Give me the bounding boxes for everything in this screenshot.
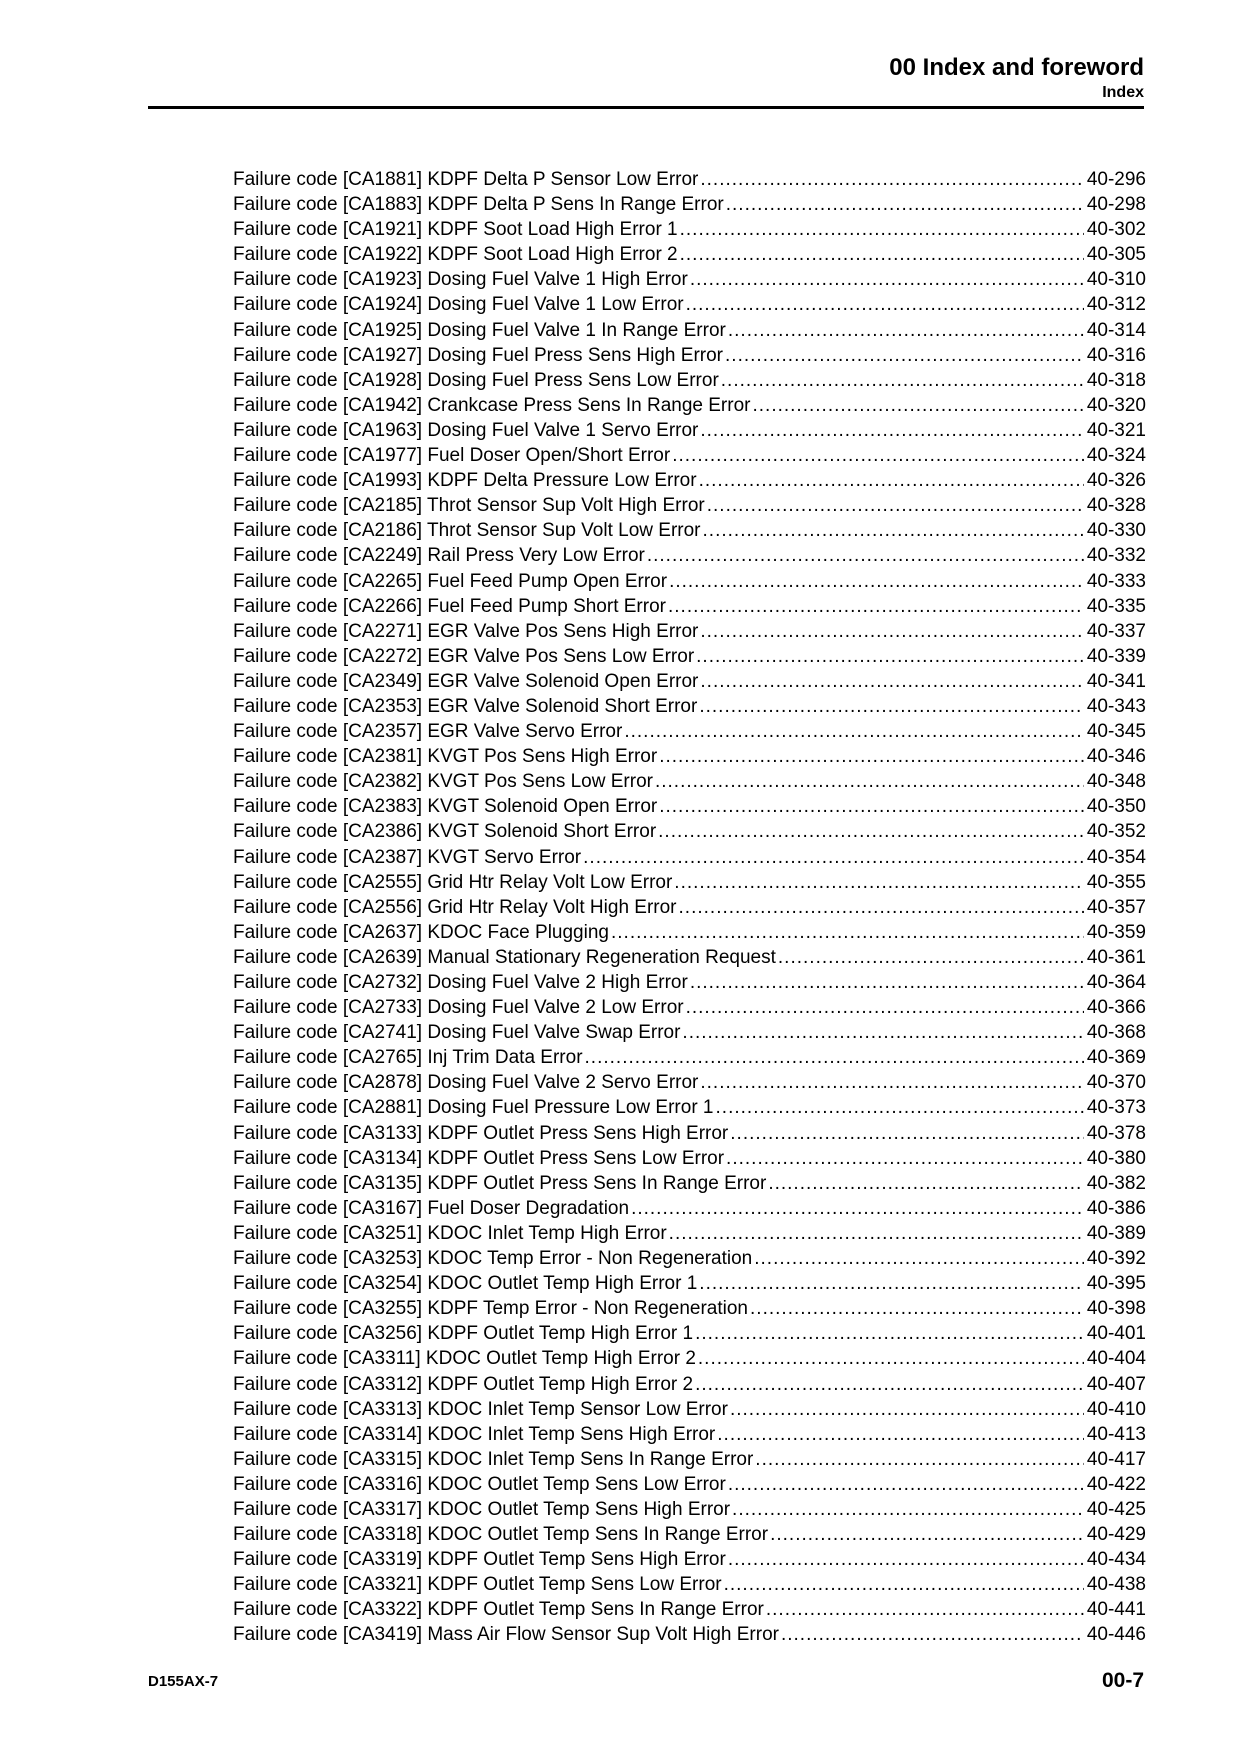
dot-leader xyxy=(752,393,1083,418)
index-entry[interactable] xyxy=(233,1095,1146,1120)
index-entry-page: 40-341 xyxy=(1086,670,1146,692)
index-entry-title: Failure code [CA2878] Dosing Fuel Valve 2 Servo Error xyxy=(233,1072,699,1094)
dot-leader xyxy=(716,1095,1084,1120)
index-entry[interactable] xyxy=(233,895,1146,920)
index-entry[interactable] xyxy=(233,443,1146,468)
index-entry-title: Failure code [CA1921] KDPF Soot Load High Error 1 xyxy=(233,219,678,241)
index-entry-title: Failure code [CA1922] KDPF Soot Load High Error 2 xyxy=(233,244,678,266)
index-entry[interactable] xyxy=(233,569,1146,594)
index-entry-title: Failure code [CA3167] Fuel Doser Degradation xyxy=(233,1197,630,1219)
index-entry-title: Failure code [CA2733] Dosing Fuel Valve 2 Low Error xyxy=(233,997,684,1019)
index-entry-title: Failure code [CA1993] KDPF Delta Pressure Low Error xyxy=(233,470,697,492)
index-entry[interactable] xyxy=(233,619,1146,644)
index-entry-title: Failure code [CA2349] EGR Valve Solenoid Open Error xyxy=(233,670,699,692)
dot-leader xyxy=(699,694,1084,719)
index-entry-title: Failure code [CA2272] EGR Valve Pos Sens Low Error xyxy=(233,645,695,667)
dot-leader xyxy=(728,1472,1084,1497)
index-entry-page: 40-368 xyxy=(1086,1022,1146,1044)
dot-leader xyxy=(700,418,1083,443)
index-entry-title: Failure code [CA3133] KDPF Outlet Press Sens High Error xyxy=(233,1122,729,1144)
dot-leader xyxy=(583,845,1084,870)
index-entry-page: 40-398 xyxy=(1086,1298,1146,1320)
footer-page-number: 00-7 xyxy=(1101,1669,1144,1692)
index-entry[interactable] xyxy=(233,343,1146,368)
dot-leader xyxy=(768,1171,1084,1196)
index-entry-title: Failure code [CA3319] KDPF Outlet Temp Sens High Error xyxy=(233,1549,726,1571)
index-entry-title: Failure code [CA1928] Dosing Fuel Press Sens Low Error xyxy=(233,369,719,391)
section-title: 00 Index and foreword xyxy=(889,54,1144,81)
dot-leader xyxy=(700,1070,1083,1095)
index-entry[interactable] xyxy=(233,945,1146,970)
index-entry-page: 40-373 xyxy=(1086,1097,1146,1119)
index-entry-title: Failure code [CA2381] KVGT Pos Sens High Error xyxy=(233,746,658,768)
index-entry-title: Failure code [CA2881] Dosing Fuel Pressure Low Error 1 xyxy=(233,1097,714,1119)
index-entry-title: Failure code [CA1924] Dosing Fuel Valve 1 Low Error xyxy=(233,294,684,316)
dot-leader xyxy=(700,167,1083,192)
index-entry-title: Failure code [CA3322] KDPF Outlet Temp Sens In Range Error xyxy=(233,1599,764,1621)
index-entry-title: Failure code [CA2556] Grid Htr Relay Volt High Error xyxy=(233,896,677,918)
index-entry-page: 40-380 xyxy=(1086,1147,1146,1169)
index-entry-page: 40-392 xyxy=(1086,1248,1146,1270)
index-entry-title: Failure code [CA3315] KDOC Inlet Temp Sens In Range Error xyxy=(233,1448,754,1470)
index-entry-page: 40-359 xyxy=(1086,921,1146,943)
index-entry-title: Failure code [CA3419] Mass Air Flow Sensor Sup Volt High Error xyxy=(233,1624,779,1646)
index-entry-title: Failure code [CA1925] Dosing Fuel Valve 1 In Range Error xyxy=(233,319,726,341)
dot-leader xyxy=(669,569,1084,594)
index-entry-title: Failure code [CA2382] KVGT Pos Sens Low Error xyxy=(233,771,653,793)
index-entry[interactable] xyxy=(233,1196,1146,1221)
index-entry[interactable] xyxy=(233,1497,1146,1522)
index-entry[interactable] xyxy=(233,1447,1146,1472)
index-entry-title: Failure code [CA2353] EGR Valve Solenoid Short Error xyxy=(233,695,698,717)
index-entry[interactable] xyxy=(233,1372,1146,1397)
index-entry[interactable] xyxy=(233,418,1146,443)
index-entry-page: 40-364 xyxy=(1086,972,1146,993)
index-entry-page: 40-352 xyxy=(1086,821,1146,843)
index-entry-page: 40-425 xyxy=(1086,1498,1146,1520)
index-entry-title: Failure code [CA2186] Throt Sensor Sup Volt Low Error xyxy=(233,520,701,542)
index-entry[interactable] xyxy=(233,393,1146,418)
index-entry[interactable] xyxy=(233,1020,1146,1045)
index-entry[interactable] xyxy=(233,1597,1146,1622)
index-entry-title: Failure code [CA2265] Fuel Feed Pump Open Error xyxy=(233,570,668,592)
index-entry[interactable] xyxy=(233,744,1146,769)
dot-leader xyxy=(690,970,1084,995)
dot-leader xyxy=(699,468,1084,493)
index-entry[interactable] xyxy=(233,217,1146,242)
index-entry-page: 40-446 xyxy=(1086,1624,1146,1646)
dot-leader xyxy=(754,1246,1084,1271)
index-entry-page: 40-343 xyxy=(1086,695,1146,717)
index-entry[interactable] xyxy=(233,1346,1146,1371)
dot-leader xyxy=(658,819,1084,844)
index-entry-page: 40-407 xyxy=(1086,1373,1146,1395)
index-entry-page: 40-434 xyxy=(1086,1549,1146,1571)
index-entry[interactable] xyxy=(233,1121,1146,1146)
index-entry[interactable] xyxy=(233,920,1146,945)
index-entry-page: 40-318 xyxy=(1086,369,1146,391)
index-entry[interactable] xyxy=(233,719,1146,744)
index-entry-page: 40-357 xyxy=(1086,896,1146,918)
dot-leader xyxy=(696,644,1084,669)
index-list xyxy=(233,167,1146,1648)
dot-leader xyxy=(611,920,1084,945)
index-entry-page: 40-332 xyxy=(1086,545,1146,567)
index-entry-title: Failure code [CA1927] Dosing Fuel Press Sens High Error xyxy=(233,344,724,366)
dot-leader xyxy=(750,1296,1084,1321)
index-entry[interactable] xyxy=(233,518,1146,543)
index-entry[interactable] xyxy=(233,694,1146,719)
index-entry[interactable] xyxy=(233,1171,1146,1196)
index-entry-title: Failure code [CA2637] KDOC Face Plugging xyxy=(233,921,609,943)
index-entry[interactable] xyxy=(233,1321,1146,1346)
index-entry[interactable] xyxy=(233,368,1146,393)
section-subtitle: Index xyxy=(1102,84,1144,101)
index-entry-title: Failure code [CA3256] KDPF Outlet Temp High Error 1 xyxy=(233,1323,694,1345)
index-entry-title: Failure code [CA1977] Fuel Doser Open/Short Error xyxy=(233,445,671,467)
index-entry-page: 40-333 xyxy=(1086,570,1146,592)
index-entry[interactable] xyxy=(233,242,1146,267)
index-entry[interactable] xyxy=(233,1472,1146,1497)
index-entry[interactable] xyxy=(233,318,1146,343)
dot-leader xyxy=(668,594,1084,619)
page-header xyxy=(148,54,1144,103)
dot-leader xyxy=(726,1146,1084,1171)
index-entry-title: Failure code [CA3255] KDPF Temp Error - Non Regeneration xyxy=(233,1298,749,1320)
dot-leader xyxy=(695,1372,1084,1397)
dot-leader xyxy=(631,1196,1084,1221)
dot-leader xyxy=(679,895,1084,920)
index-entry[interactable] xyxy=(233,970,1146,995)
index-entry[interactable] xyxy=(233,1221,1146,1246)
index-entry-page: 40-328 xyxy=(1086,495,1146,517)
dot-leader xyxy=(770,1522,1084,1547)
index-entry-title: Failure code [CA3311] KDOC Outlet Temp High Error 2 xyxy=(233,1348,696,1370)
index-entry[interactable] xyxy=(233,543,1146,568)
index-entry[interactable] xyxy=(233,594,1146,619)
index-entry-title: Failure code [CA2249] Rail Press Very Low Error xyxy=(233,545,645,567)
dot-leader xyxy=(728,1547,1084,1572)
index-entry-page: 40-370 xyxy=(1086,1072,1146,1094)
dot-leader xyxy=(724,1572,1084,1597)
index-entry-title: Failure code [CA2185] Throt Sensor Sup Volt High Error xyxy=(233,495,705,517)
dot-leader xyxy=(698,1346,1084,1371)
index-entry[interactable] xyxy=(233,468,1146,493)
index-entry-title: Failure code [CA1883] KDPF Delta P Sens In Range Error xyxy=(233,194,724,216)
index-entry-title: Failure code [CA3253] KDOC Temp Error - Non Regeneration xyxy=(233,1248,753,1270)
dot-leader xyxy=(669,1221,1084,1246)
index-entry-page: 40-314 xyxy=(1086,319,1146,341)
index-entry-title: Failure code [CA3134] KDPF Outlet Press Sens Low Error xyxy=(233,1147,725,1169)
index-entry[interactable] xyxy=(233,1070,1146,1095)
index-entry-page: 40-330 xyxy=(1086,520,1146,542)
index-entry-page: 40-346 xyxy=(1086,746,1146,768)
index-entry-page: 40-355 xyxy=(1086,871,1146,893)
index-entry-page: 40-312 xyxy=(1086,294,1146,316)
index-entry-page: 40-410 xyxy=(1086,1398,1146,1420)
index-entry-page: 40-296 xyxy=(1086,169,1146,190)
index-entry[interactable] xyxy=(233,167,1146,192)
index-entry-page: 40-310 xyxy=(1086,269,1146,291)
index-entry[interactable] xyxy=(233,1422,1146,1447)
index-entry-title: Failure code [CA2741] Dosing Fuel Valve Swap Error xyxy=(233,1022,681,1044)
index-entry-title: Failure code [CA3314] KDOC Inlet Temp Sens High Error xyxy=(233,1423,716,1445)
dot-leader xyxy=(778,945,1084,970)
index-entry-title: Failure code [CA1963] Dosing Fuel Valve 1 Servo Error xyxy=(233,419,699,441)
dot-leader xyxy=(659,794,1084,819)
dot-leader xyxy=(699,1271,1084,1296)
index-entry-title: Failure code [CA2357] EGR Valve Servo Error xyxy=(233,721,623,743)
index-entry-page: 40-366 xyxy=(1086,997,1146,1019)
index-entry-title: Failure code [CA2639] Manual Stationary Regeneration Request xyxy=(233,946,776,968)
dot-leader xyxy=(680,217,1084,242)
index-entry[interactable] xyxy=(233,870,1146,895)
index-entry-page: 40-413 xyxy=(1086,1423,1146,1445)
index-entry-page: 40-386 xyxy=(1086,1197,1146,1219)
index-entry-title: Failure code [CA3313] KDOC Inlet Temp Sensor Low Error xyxy=(233,1398,728,1420)
dot-leader xyxy=(695,1321,1084,1346)
dot-leader xyxy=(682,1020,1083,1045)
index-entry-page: 40-382 xyxy=(1086,1172,1146,1194)
index-entry-title: Failure code [CA2383] KVGT Solenoid Open Error xyxy=(233,796,658,818)
dot-leader xyxy=(672,443,1084,468)
index-entry-page: 40-422 xyxy=(1086,1473,1146,1495)
index-entry-title: Failure code [CA2555] Grid Htr Relay Volt Low Error xyxy=(233,871,673,893)
dot-leader xyxy=(726,192,1084,217)
dot-leader xyxy=(624,719,1084,744)
dot-leader xyxy=(703,518,1084,543)
index-entry-page: 40-429 xyxy=(1086,1524,1146,1546)
index-entry-page: 40-369 xyxy=(1086,1047,1146,1069)
index-entry[interactable] xyxy=(233,1522,1146,1547)
footer-model: D155AX-7 xyxy=(148,1673,219,1690)
index-entry[interactable] xyxy=(233,192,1146,217)
index-entry[interactable] xyxy=(233,644,1146,669)
index-entry-page: 40-401 xyxy=(1086,1323,1146,1345)
dot-leader xyxy=(781,1622,1084,1647)
index-entry-title: Failure code [CA3135] KDPF Outlet Press Sens In Range Error xyxy=(233,1172,767,1194)
index-entry[interactable] xyxy=(233,1271,1146,1296)
index-entry[interactable] xyxy=(233,769,1146,794)
index-entry-page: 40-302 xyxy=(1086,219,1146,241)
header-divider xyxy=(148,106,1144,109)
index-entry-title: Failure code [CA2765] Inj Trim Data Error xyxy=(233,1047,583,1069)
index-entry-page: 40-395 xyxy=(1086,1273,1146,1295)
index-entry-title: Failure code [CA3312] KDPF Outlet Temp High Error 2 xyxy=(233,1373,694,1395)
index-entry[interactable] xyxy=(233,267,1146,292)
index-entry[interactable] xyxy=(233,292,1146,317)
index-entry[interactable] xyxy=(233,1246,1146,1271)
dot-leader xyxy=(700,669,1083,694)
index-entry[interactable] xyxy=(233,794,1146,819)
index-entry-title: Failure code [CA1923] Dosing Fuel Valve 1 High Error xyxy=(233,269,688,291)
index-entry[interactable] xyxy=(233,819,1146,844)
dot-leader xyxy=(730,1121,1084,1146)
dot-leader xyxy=(728,318,1084,343)
index-entry-title: Failure code [CA3251] KDOC Inlet Temp High Error xyxy=(233,1222,667,1244)
index-entry[interactable] xyxy=(233,669,1146,694)
dot-leader xyxy=(680,242,1084,267)
index-entry-title: Failure code [CA2266] Fuel Feed Pump Short Error xyxy=(233,595,666,617)
dot-leader xyxy=(674,870,1084,895)
dot-leader xyxy=(585,1045,1084,1070)
dot-leader xyxy=(647,543,1084,568)
index-entry-page: 40-345 xyxy=(1086,721,1146,743)
dot-leader xyxy=(730,1397,1084,1422)
index-entry-page: 40-316 xyxy=(1086,344,1146,366)
dot-leader xyxy=(707,493,1084,518)
dot-leader xyxy=(686,292,1084,317)
index-entry[interactable] xyxy=(233,995,1146,1020)
index-entry-page: 40-404 xyxy=(1086,1348,1146,1370)
index-entry[interactable] xyxy=(233,1296,1146,1321)
index-entry[interactable] xyxy=(233,1146,1146,1171)
index-entry[interactable] xyxy=(233,493,1146,518)
index-entry-page: 40-326 xyxy=(1086,470,1146,492)
index-entry[interactable] xyxy=(233,845,1146,870)
index-entry-title: Failure code [CA2271] EGR Valve Pos Sens High Error xyxy=(233,620,699,642)
index-entry-title: Failure code [CA1942] Crankcase Press Sens In Range Error xyxy=(233,394,751,416)
dot-leader xyxy=(725,343,1084,368)
index-entry-title: Failure code [CA2732] Dosing Fuel Valve 2 High Error xyxy=(233,972,688,993)
index-entry-title: Failure code [CA3316] KDOC Outlet Temp Sens Low Error xyxy=(233,1473,726,1495)
dot-leader xyxy=(732,1497,1084,1522)
index-entry[interactable] xyxy=(233,1045,1146,1070)
dot-leader xyxy=(717,1422,1084,1447)
index-entry-page: 40-339 xyxy=(1086,645,1146,667)
index-entry-page: 40-337 xyxy=(1086,620,1146,642)
index-entry[interactable] xyxy=(233,1547,1146,1572)
dot-leader xyxy=(755,1447,1084,1472)
index-entry[interactable] xyxy=(233,1397,1146,1422)
dot-leader xyxy=(721,368,1084,393)
index-entry-page: 40-361 xyxy=(1086,946,1146,968)
index-entry-page: 40-305 xyxy=(1086,244,1146,266)
index-entry-page: 40-350 xyxy=(1086,796,1146,818)
index-entry-page: 40-321 xyxy=(1086,419,1146,441)
index-entry-page: 40-354 xyxy=(1086,846,1146,868)
index-entry-page: 40-348 xyxy=(1086,771,1146,793)
index-entry-page: 40-389 xyxy=(1086,1222,1146,1244)
index-entry-page: 40-298 xyxy=(1086,194,1146,216)
index-entry-page: 40-335 xyxy=(1086,595,1146,617)
index-entry[interactable] xyxy=(233,1572,1146,1597)
index-entry-page: 40-438 xyxy=(1086,1574,1146,1596)
index-entry-page: 40-417 xyxy=(1086,1448,1146,1470)
index-entry-title: Failure code [CA3317] KDOC Outlet Temp Sens High Error xyxy=(233,1498,731,1520)
index-entry-title: Failure code [CA1881] KDPF Delta P Sensor Low Error xyxy=(233,169,699,190)
dot-leader xyxy=(766,1597,1084,1622)
index-entry-page: 40-441 xyxy=(1086,1599,1146,1621)
index-entry-title: Failure code [CA2387] KVGT Servo Error xyxy=(233,846,582,868)
index-entry-page: 40-378 xyxy=(1086,1122,1146,1144)
index-entry-page: 40-320 xyxy=(1086,394,1146,416)
dot-leader xyxy=(659,744,1084,769)
index-entry-title: Failure code [CA2386] KVGT Solenoid Short Error xyxy=(233,821,657,843)
dot-leader xyxy=(686,995,1084,1020)
index-entry-page: 40-324 xyxy=(1086,445,1146,467)
index-entry-title: Failure code [CA3318] KDOC Outlet Temp Sens In Range Error xyxy=(233,1524,769,1546)
dot-leader xyxy=(700,619,1083,644)
dot-leader xyxy=(655,769,1084,794)
dot-leader xyxy=(690,267,1084,292)
index-entry-title: Failure code [CA3254] KDOC Outlet Temp High Error 1 xyxy=(233,1273,698,1295)
index-entry[interactable] xyxy=(233,1622,1146,1647)
index-entry-title: Failure code [CA3321] KDPF Outlet Temp Sens Low Error xyxy=(233,1574,722,1596)
